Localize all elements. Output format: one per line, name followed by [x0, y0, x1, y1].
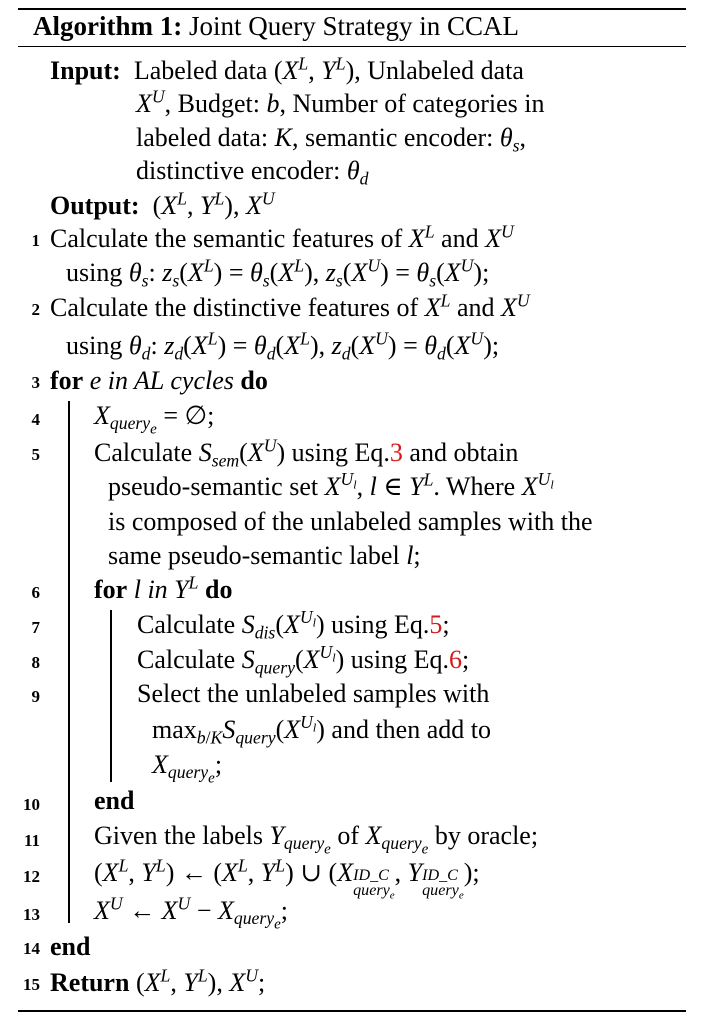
- step-6-line: for l in $Y^L$ do: [94, 572, 233, 604]
- step-11-line: Given the labels $Y_{query_e}$ of $X_{query_e}$ by oracle;: [94, 821, 539, 858]
- output-line: Output: ($X^L$, $Y^L$), $X^U$: [50, 188, 275, 220]
- algorithm-label: Algorithm 1:: [33, 11, 183, 41]
- line-number-15: 15: [23, 975, 40, 994]
- step-9-line-c: $X_{query_e}$;: [152, 750, 223, 787]
- step-4-line: $X_{query_e}$ = ∅;: [94, 401, 215, 438]
- input-line-4: distinctive encoder: $\theta_d$: [136, 156, 369, 189]
- header-rule: [18, 46, 686, 47]
- input-keyword: Input:: [50, 56, 121, 85]
- line-number-13: 13: [23, 905, 40, 924]
- line-number-4: 4: [31, 410, 40, 429]
- algorithm-title: Joint Query Strategy in CCAL: [188, 11, 519, 41]
- outer-loop-bar: [68, 401, 70, 923]
- line-number-9: 9: [31, 687, 40, 706]
- step-5-line-c: is composed of the unlabeled samples with the: [108, 507, 593, 536]
- step-2-line-a: Calculate the distinctive features of $X^L$ and $X^U$: [50, 290, 530, 322]
- step-7-line: Calculate $S_{dis}(X^{U_l})$ using Eq.5;: [137, 607, 450, 643]
- step-1-line-b: using $\theta_s$: $z_s(X^L) = \theta_s(X^L)$, $z_s(X^U) = \theta_s(X^U)$;: [66, 255, 490, 291]
- line-number-2: 2: [31, 300, 40, 319]
- step-5-line-d: same pseudo-semantic label l;: [108, 541, 421, 570]
- step-3-line: for e in AL cycles do: [50, 366, 268, 395]
- input-line-2: $X^U$, Budget: b, Number of categories in: [136, 86, 545, 118]
- step-13-line: $X^U$ ← $X^U - X_{query_e}$;: [94, 893, 289, 933]
- output-keyword: Output:: [50, 191, 140, 220]
- step-14-line: end: [50, 932, 91, 961]
- eq-ref-5[interactable]: 5: [429, 610, 443, 639]
- step-5-line-b: pseudo-semantic set $X^{U_l}$, l ∈ $Y^L$. Where $X^{U_l}$: [108, 469, 554, 501]
- input-line-1: Input: Labeled data ($X^L$, $Y^L$), Unlabeled data: [50, 53, 524, 85]
- line-number-10: 10: [23, 795, 40, 814]
- step-5-line-a: Calculate $S_{sem}(X^U)$ using Eq.3 and obtain: [94, 435, 519, 471]
- line-number-7: 7: [31, 618, 40, 637]
- line-number-6: 6: [31, 583, 40, 602]
- step-10-line: end: [94, 786, 135, 815]
- inner-loop-bar: [110, 610, 112, 782]
- step-8-line: Calculate $S_{query}(X^{U_l})$ using Eq.6;: [137, 642, 470, 678]
- step-12-line: ($X^L$, $Y^L$) ← ($X^L$, $Y^L$) ∪ (X ID_C query$_e$ , Y ID_C query$_e$ );: [94, 855, 480, 902]
- line-number-8: 8: [31, 653, 40, 672]
- line-number-12: 12: [23, 867, 40, 886]
- step-9-line-a: Select the unlabeled samples with: [137, 679, 490, 708]
- line-number-11: 11: [23, 831, 40, 850]
- eq-ref-3[interactable]: 3: [389, 438, 403, 467]
- top-rule: [18, 8, 686, 10]
- eq-ref-6[interactable]: 6: [449, 645, 463, 674]
- line-number-14: 14: [23, 939, 40, 958]
- bottom-rule: [18, 1010, 686, 1012]
- step-1-line-a: Calculate the semantic features of $X^L$ and $X^U$: [50, 221, 514, 253]
- line-number-5: 5: [31, 445, 40, 464]
- input-line-3: labeled data: K, semantic encoder: $\theta_s$,: [136, 123, 527, 156]
- algorithm-caption: [33, 11, 519, 41]
- step-15-line: Return ($X^L$, $Y^L$), $X^U$;: [50, 965, 266, 997]
- line-number-3: 3: [31, 373, 40, 392]
- line-number-1: 1: [31, 231, 40, 250]
- step-2-line-b: using $\theta_d$: $z_d(X^L) = \theta_d(X^L)$, $z_d(X^U) = \theta_d(X^U)$;: [66, 328, 500, 364]
- step-9-line-b: $\max_{b/K}S_{query}(X^{U_l})$ and then add to: [152, 712, 491, 748]
